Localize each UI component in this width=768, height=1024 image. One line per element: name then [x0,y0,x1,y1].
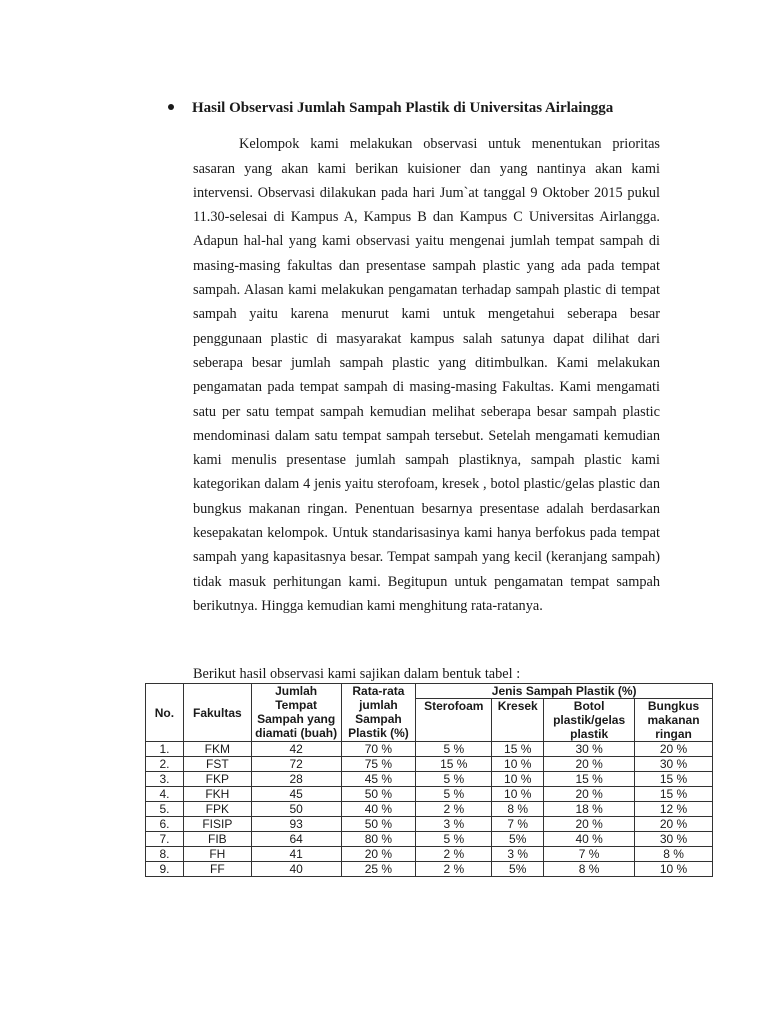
cell-kresek: 10 % [492,757,544,772]
cell-no: 1. [146,742,184,757]
table-row [146,862,713,877]
table-row [146,847,713,862]
table-row [146,772,713,787]
cell-botol: 40 % [544,832,635,847]
cell-ratarata: 40 % [341,802,416,817]
cell-sterofoam: 2 % [416,802,492,817]
cell-bungkus: 30 % [635,832,713,847]
cell-jumlah: 40 [251,862,341,877]
body-paragraph: Kelompok kami melakukan observasi untuk menentukan prioritas sasaran yang akan kami berikan kuisioner dan yang nantinya akan kami intervensi. Observasi dilakukan pada hari Jum`at tanggal 9 Oktober 2015 pukul 11.30-selesai di Kampus A, Kampus B dan Kampus C Universitas Airlangga. Adapun hal-hal yang kami observasi yaitu mengenai jumlah tempat sampah di masing-masing fakultas dan presentase sampah plastic yang ada pada tempat sampah. Alasan kami melakukan pengamatan terhadap sampah plastic di tempat sampah yaitu karena menurut kami untuk mengetahui seberapa besar penggunaan plastic di masyarakat kampus salah satunya dapat dilihat dari seberapa besar jumlah sampah plastic yang ditimbulkan. Kami melakukan pengamatan pada tempat sampah di masing-masing Fakultas. Kami mengamati satu per satu tempat sampah kemudian melihat seberapa besar sampah plastic mendominasi dalam satu tempat sampah tersebut. Setelah mengamati kemudian kami menulis presentase jumlah sampah plastiknya, sampah plastic kami kategorikan dalam 4 jenis yaitu sterofoam, kresek , botol plastic/gelas plastic dan bungkus makanan ringan. Penentuan besarnya presentase adalah berdasarkan kesepakatan kelompok. Untuk standarisasinya kami hanya berfokus pada tempat sampah yang kapasitasnya besar. Tempat sampah yang kecil (keranjang sampah) tidak masuk perhitungan kami. Begitupun untuk pengamatan tempat sampah berikutnya. Hingga kemudian kami menghitung rata-ratanya. [193,136,660,614]
cell-fakultas: FPK [183,802,251,817]
header-jenis-sampah: Jenis Sampah Plastik (%) [416,684,713,699]
cell-sterofoam: 2 % [416,862,492,877]
cell-fakultas: FIB [183,832,251,847]
cell-jumlah: 50 [251,802,341,817]
cell-ratarata: 75 % [341,757,416,772]
table-row [146,802,713,817]
cell-jumlah: 64 [251,832,341,847]
cell-botol: 30 % [544,742,635,757]
header-botol: Botol plastik/gelas plastik [544,699,635,742]
header-fakultas: Fakultas [183,684,251,742]
cell-kresek: 10 % [492,787,544,802]
cell-sterofoam: 3 % [416,817,492,832]
cell-jumlah: 72 [251,757,341,772]
cell-sterofoam: 5 % [416,772,492,787]
cell-no: 7. [146,832,184,847]
cell-fakultas: FKH [183,787,251,802]
cell-kresek: 8 % [492,802,544,817]
cell-ratarata: 50 % [341,787,416,802]
cell-fakultas: FKM [183,742,251,757]
cell-ratarata: 20 % [341,847,416,862]
cell-fakultas: FISIP [183,817,251,832]
cell-bungkus: 15 % [635,787,713,802]
cell-kresek: 10 % [492,772,544,787]
cell-kresek: 7 % [492,817,544,832]
header-jumlah: Jumlah Tempat Sampah yang diamati (buah) [251,684,341,742]
cell-ratarata: 50 % [341,817,416,832]
cell-fakultas: FF [183,862,251,877]
cell-bungkus: 20 % [635,817,713,832]
cell-jumlah: 28 [251,772,341,787]
table-row [146,832,713,847]
cell-no: 5. [146,802,184,817]
cell-sterofoam: 2 % [416,847,492,862]
observation-table [145,683,713,877]
cell-bungkus: 12 % [635,802,713,817]
cell-kresek: 5% [492,832,544,847]
cell-no: 2. [146,757,184,772]
table-row [146,817,713,832]
cell-ratarata: 45 % [341,772,416,787]
cell-no: 9. [146,862,184,877]
cell-sterofoam: 5 % [416,832,492,847]
cell-no: 6. [146,817,184,832]
cell-sterofoam: 5 % [416,787,492,802]
cell-botol: 18 % [544,802,635,817]
cell-ratarata: 80 % [341,832,416,847]
cell-bungkus: 30 % [635,757,713,772]
bullet-icon [168,104,174,110]
cell-bungkus: 10 % [635,862,713,877]
cell-bungkus: 15 % [635,772,713,787]
header-ratarata: Rata-rata jumlah Sampah Plastik (%) [341,684,416,742]
cell-botol: 15 % [544,772,635,787]
cell-jumlah: 42 [251,742,341,757]
header-sterofoam: Sterofoam [416,699,492,742]
cell-bungkus: 8 % [635,847,713,862]
section-heading [170,100,613,117]
table-row [146,787,713,802]
cell-jumlah: 45 [251,787,341,802]
table-row [146,757,713,772]
cell-fakultas: FST [183,757,251,772]
cell-botol: 20 % [544,817,635,832]
cell-kresek: 3 % [492,847,544,862]
cell-no: 4. [146,787,184,802]
table-caption: Berikut hasil observasi kami sajikan dalam bentuk tabel : [193,666,521,682]
cell-kresek: 5% [492,862,544,877]
header-bungkus: Bungkus makanan ringan [635,699,713,742]
cell-fakultas: FKP [183,772,251,787]
cell-bungkus: 20 % [635,742,713,757]
cell-jumlah: 41 [251,847,341,862]
cell-sterofoam: 5 % [416,742,492,757]
cell-no: 3. [146,772,184,787]
cell-ratarata: 70 % [341,742,416,757]
cell-botol: 20 % [544,757,635,772]
cell-kresek: 15 % [492,742,544,757]
cell-botol: 7 % [544,847,635,862]
cell-botol: 20 % [544,787,635,802]
cell-ratarata: 25 % [341,862,416,877]
cell-botol: 8 % [544,862,635,877]
header-no: No. [146,684,184,742]
heading-text: Hasil Observasi Jumlah Sampah Plastik di Universitas Airlaingga [192,100,614,116]
cell-fakultas: FH [183,847,251,862]
table-row [146,742,713,757]
cell-sterofoam: 15 % [416,757,492,772]
cell-no: 8. [146,847,184,862]
header-kresek: Kresek [492,699,544,742]
cell-jumlah: 93 [251,817,341,832]
